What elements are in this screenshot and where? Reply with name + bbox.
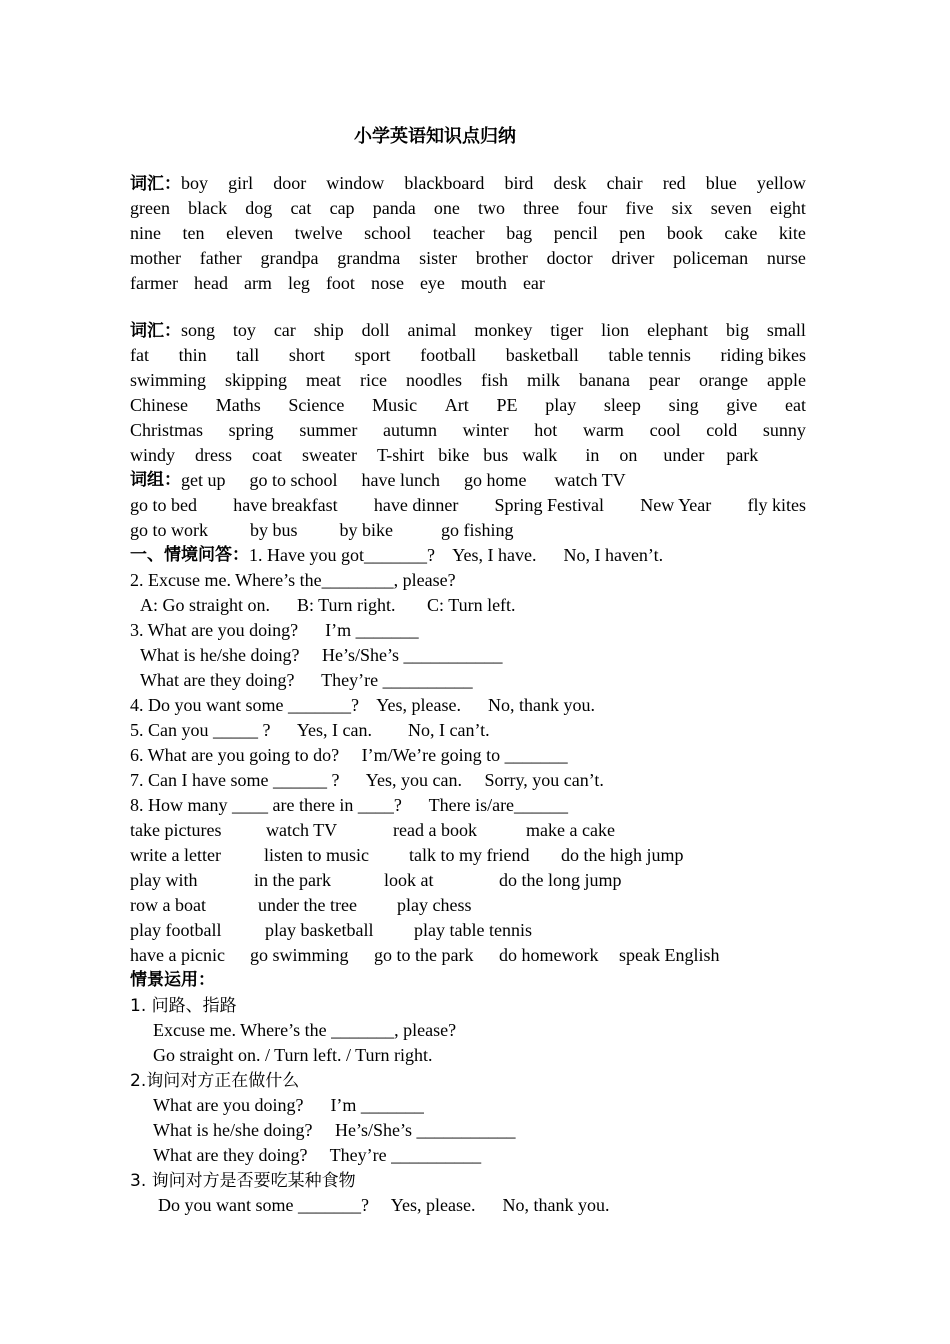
word: arm	[243, 273, 272, 293]
word: kite	[778, 223, 806, 243]
activity: play chess	[397, 895, 472, 915]
word: doctor	[546, 248, 593, 268]
activity: go swimming	[250, 945, 349, 965]
word: football	[420, 345, 477, 365]
word: on	[619, 445, 638, 465]
vocab2-line	[130, 393, 806, 418]
activity: go to the park	[374, 945, 474, 965]
word: lion	[601, 320, 630, 340]
activity: write a letter	[130, 845, 221, 865]
vocab1-line	[130, 271, 806, 296]
word: hot	[534, 420, 558, 440]
scenario-title-text: 2.询问对方正在做什么	[130, 1071, 300, 1091]
word: brother	[475, 248, 528, 268]
phrase: go to work	[130, 520, 208, 540]
scenario-2-line: What are you doing? I’m _______	[153, 1095, 424, 1115]
word: small	[766, 320, 806, 340]
phrase: go to bed	[130, 495, 197, 515]
activity-row	[130, 868, 806, 893]
vocab-section-1	[130, 171, 806, 296]
word: spring	[228, 420, 274, 440]
word: summer	[299, 420, 358, 440]
word: head	[193, 273, 228, 293]
word: farmer	[130, 273, 178, 293]
activity: have a picnic	[130, 945, 225, 965]
word: Music	[372, 395, 418, 415]
word: driver	[611, 248, 655, 268]
word: banana	[579, 370, 630, 390]
word: twelve	[294, 223, 343, 243]
word: toy	[232, 320, 256, 340]
word: door	[273, 173, 307, 193]
scenario-2-title	[130, 1068, 806, 1093]
question-6: 6. What are you going to do? I’m/We’re going to _______	[130, 745, 568, 765]
activity-row	[130, 943, 806, 968]
vocab1-label: 词汇：	[130, 174, 181, 194]
word: green	[130, 198, 170, 218]
activity: row a boat	[130, 895, 206, 915]
word: Christmas	[130, 420, 204, 440]
word: T-shirt	[376, 445, 425, 465]
word: swimming	[130, 370, 207, 390]
word: elephant	[647, 320, 709, 340]
activity-row	[130, 893, 806, 918]
word: Science	[288, 395, 345, 415]
word: grandma	[337, 248, 401, 268]
activity: play table tennis	[414, 920, 532, 940]
phrases-line	[130, 493, 806, 518]
scenario-3-title	[130, 1168, 806, 1193]
word: give	[726, 395, 758, 415]
phrase: have dinner	[373, 495, 459, 515]
word: eleven	[226, 223, 274, 243]
activity: read a book	[393, 820, 477, 840]
word: song	[181, 320, 216, 340]
phrase: by bus	[250, 520, 298, 540]
activity: look at	[384, 870, 434, 890]
word: two	[478, 198, 506, 218]
word: PE	[496, 395, 518, 415]
scenario-title-text: 3. 询问对方是否要吃某种食物	[130, 1171, 356, 1191]
activity: speak English	[619, 945, 720, 965]
word: blue	[705, 173, 737, 193]
word: five	[625, 198, 654, 218]
word: dress	[195, 445, 232, 465]
word: short	[288, 345, 325, 365]
activity: make a cake	[526, 820, 615, 840]
word: bus	[483, 445, 509, 465]
word: six	[671, 198, 693, 218]
page-title: 小学英语知识点归纳	[354, 126, 516, 147]
activity: in the park	[254, 870, 331, 890]
activity: do the high jump	[561, 845, 684, 865]
activity: play with	[130, 870, 198, 890]
activity: listen to music	[264, 845, 369, 865]
section1-label: 一、情境问答：	[130, 545, 249, 565]
vocab2-line	[130, 418, 806, 443]
word: apple	[766, 370, 806, 390]
activity: talk to my friend	[409, 845, 530, 865]
scenario-1-line: Go straight on. / Turn left. / Turn right.	[153, 1045, 433, 1065]
word: grandpa	[260, 248, 319, 268]
word: orange	[698, 370, 748, 390]
word: seven	[710, 198, 752, 218]
scenario-2-line: What is he/she doing? He’s/She’s ___________	[153, 1120, 516, 1140]
section2-label: 情景运用：	[130, 970, 215, 990]
word: autumn	[382, 420, 437, 440]
word: fat	[130, 345, 149, 365]
word: ship	[313, 320, 344, 340]
vocab1-line	[130, 171, 806, 196]
vocab2-line	[130, 443, 806, 468]
phrase: fly kites	[747, 495, 806, 515]
word: noodles	[406, 370, 462, 390]
vocab-section-2	[130, 318, 806, 1218]
word: nose	[370, 273, 404, 293]
word: riding bikes	[720, 345, 806, 365]
word: pear	[648, 370, 680, 390]
word: chair	[606, 173, 643, 193]
question-2-options: A: Go straight on. B: Turn right. C: Turn left.	[140, 595, 516, 615]
activity-row	[130, 843, 806, 868]
question-1	[130, 543, 806, 568]
phrase: have lunch	[361, 470, 440, 490]
vocab2-line	[130, 343, 806, 368]
question-7: 7. Can I have some ______ ? Yes, you can. Sorry, you can’t.	[130, 770, 604, 790]
word: skipping	[225, 370, 288, 390]
word: tiger	[550, 320, 584, 340]
word: four	[577, 198, 608, 218]
phrase: get up	[181, 470, 226, 490]
activity: play basketball	[265, 920, 374, 940]
phrases-line	[130, 518, 806, 543]
word: thin	[178, 345, 207, 365]
word: sport	[354, 345, 391, 365]
word: sleep	[603, 395, 641, 415]
word: ear	[522, 273, 545, 293]
word: pen	[619, 223, 646, 243]
question-5: 5. Can you _____ ? Yes, I can. No, I can’t.	[130, 720, 490, 740]
vocab2-line	[130, 318, 806, 343]
question-text: 1. Have you got_______? Yes, I have. No, I haven’t.	[249, 545, 664, 565]
word: dog	[245, 198, 273, 218]
word: eight	[769, 198, 806, 218]
question-3: 3. What are you doing? I’m _______	[130, 620, 419, 640]
word: Chinese	[130, 395, 188, 415]
phrase: go fishing	[441, 520, 514, 540]
question-3b: What is he/she doing? He’s/She’s ___________	[140, 645, 503, 665]
word: three	[523, 198, 560, 218]
word: cake	[724, 223, 758, 243]
vocab1-line	[130, 246, 806, 271]
word: monkey	[474, 320, 533, 340]
word: play	[545, 395, 577, 415]
activity: do the long jump	[499, 870, 622, 890]
word: cool	[649, 420, 681, 440]
activity: take pictures	[130, 820, 222, 840]
word: desk	[553, 173, 587, 193]
word: park	[726, 445, 759, 465]
word: animal	[407, 320, 457, 340]
word: nine	[130, 223, 161, 243]
word: eye	[419, 273, 445, 293]
question-4: 4. Do you want some _______? Yes, please. No, thank you.	[130, 695, 595, 715]
word: sister	[419, 248, 458, 268]
word: table tennis	[608, 345, 691, 365]
word: meat	[306, 370, 342, 390]
word: blackboard	[404, 173, 485, 193]
word: windy	[130, 445, 175, 465]
vocab2-line	[130, 368, 806, 393]
question-2: 2. Excuse me. Where’s the________, please?	[130, 570, 456, 590]
word: in	[585, 445, 600, 465]
activity: under the tree	[258, 895, 357, 915]
word: pencil	[553, 223, 598, 243]
word: bike	[438, 445, 470, 465]
phrase: Spring Festival	[494, 495, 605, 515]
phrase: have breakfast	[233, 495, 338, 515]
word: cat	[290, 198, 312, 218]
scenario-3-line: Do you want some _______? Yes, please. No, thank you.	[158, 1195, 610, 1215]
word: sunny	[762, 420, 806, 440]
word: coat	[252, 445, 282, 465]
word: girl	[228, 173, 254, 193]
word: bag	[506, 223, 533, 243]
scenario-2-line: What are they doing? They’re __________	[153, 1145, 482, 1165]
word: sweater	[301, 445, 357, 465]
word: policeman	[673, 248, 749, 268]
phrase: by bike	[339, 520, 394, 540]
word: ten	[182, 223, 205, 243]
word: winter	[462, 420, 509, 440]
word: Maths	[215, 395, 261, 415]
scenario-1-line: Excuse me. Where’s the _______, please?	[153, 1020, 457, 1040]
word: sing	[668, 395, 699, 415]
word: mouth	[460, 273, 507, 293]
activity: watch TV	[266, 820, 338, 840]
word: boy	[181, 173, 208, 193]
word: book	[666, 223, 703, 243]
word: panda	[372, 198, 416, 218]
word: Art	[444, 395, 469, 415]
vocab2-label: 词汇：	[130, 321, 181, 341]
phrases-line	[130, 468, 806, 493]
word: father	[199, 248, 242, 268]
word: big	[725, 320, 749, 340]
word: tall	[236, 345, 260, 365]
phrases-label: 词组：	[130, 470, 181, 490]
word: car	[273, 320, 296, 340]
word: bird	[504, 173, 534, 193]
word: nurse	[766, 248, 806, 268]
activity: do homework	[499, 945, 599, 965]
word: doll	[361, 320, 390, 340]
word: milk	[527, 370, 561, 390]
activity-row	[130, 918, 806, 943]
word: leg	[287, 273, 310, 293]
scenario-1-title	[130, 993, 806, 1018]
word: school	[364, 223, 412, 243]
question-3c: What are they doing? They’re __________	[140, 670, 473, 690]
word: under	[663, 445, 705, 465]
word: cold	[706, 420, 738, 440]
phrase: go home	[463, 470, 527, 490]
vocab1-line	[130, 221, 806, 246]
word: mother	[130, 248, 181, 268]
vocab1-line	[130, 196, 806, 221]
activity: play football	[130, 920, 222, 940]
phrase: watch TV	[554, 470, 626, 490]
word: window	[326, 173, 385, 193]
word: yellow	[756, 173, 806, 193]
phrase: go to school	[249, 470, 338, 490]
word: rice	[360, 370, 387, 390]
word: teacher	[432, 223, 485, 243]
word: warm	[582, 420, 624, 440]
word: cap	[329, 198, 355, 218]
word: basketball	[505, 345, 579, 365]
word: foot	[325, 273, 355, 293]
word: walk	[522, 445, 558, 465]
question-8: 8. How many ____ are there in ____? There is/are______	[130, 795, 569, 815]
word: red	[662, 173, 686, 193]
scenario-title-text: 1. 问路、指路	[130, 996, 237, 1016]
word: fish	[481, 370, 508, 390]
phrase: New Year	[640, 495, 712, 515]
word: eat	[785, 395, 806, 415]
word: one	[433, 198, 460, 218]
word: black	[188, 198, 228, 218]
activity-row	[130, 818, 806, 843]
